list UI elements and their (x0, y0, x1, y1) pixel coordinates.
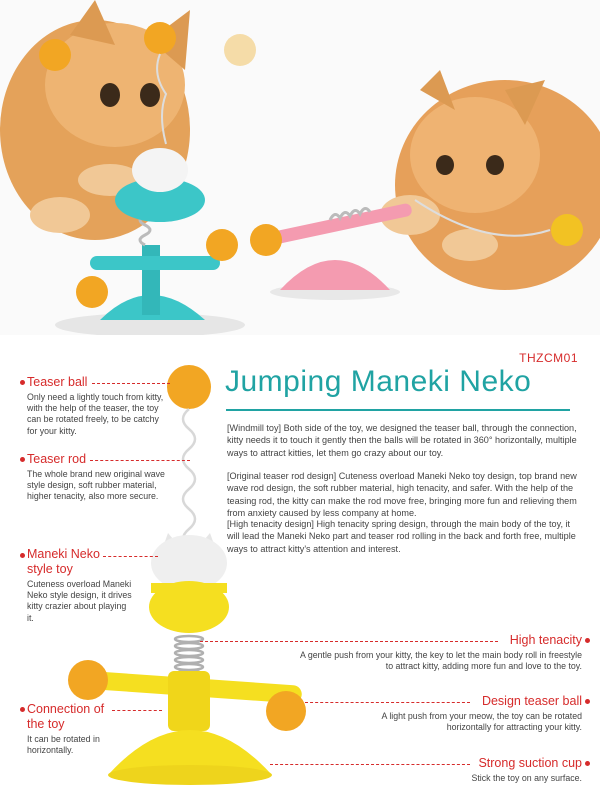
description-windmill: [Windmill toy] Both side of the toy, we designed the teaser ball, through the connection, kitty needs it to touch it gently then the balls will be rotated in 360° horizontally, multiple ways to attract kitties, let them go crazy about our toy. (227, 423, 577, 458)
leader-line (92, 383, 170, 384)
bullet-dot (20, 553, 25, 558)
feature-connection-title: Connection of the toy (27, 702, 105, 731)
feature-teaser-rod-title: Teaser rod (27, 452, 87, 466)
description-teaser-rod: [Original teaser rod design] Cuteness overload Maneki Neko toy design, top brand new wave rod design, the soft rubber material, high tenacity, and safer. With the help of the teasing rod, the kitty can make the rod move free, bringing more fun and relieving them from anxiety caused by less company at home. (227, 471, 577, 519)
bullet-dot (585, 699, 590, 704)
bullet-dot (20, 380, 25, 385)
spring (175, 636, 203, 677)
feature-maneki-neko-title: Maneki Neko style toy (27, 547, 100, 576)
leader-line (90, 460, 190, 461)
feature-teaser-ball-title: Teaser ball (27, 375, 88, 389)
feature-suction-cup-desc: Stick the toy on any surface. (471, 773, 582, 783)
maneki-neko-head (149, 533, 229, 633)
hero-illustration (0, 0, 600, 335)
feature-teaser-rod-desc: The whole brand new original wave style design, soft rubber material, higher tenacity, also more secure. (27, 469, 165, 502)
left-teaser-ball (68, 660, 108, 700)
hero-photo (0, 0, 600, 335)
feature-design-teaser-ball-title: Design teaser ball (481, 694, 582, 708)
leader-line (305, 702, 470, 703)
feature-high-tenacity-title: High tenacity (509, 633, 582, 647)
leader-line (200, 641, 498, 642)
leader-line (112, 710, 162, 711)
bullet-dot (20, 707, 25, 712)
bullet-dot (585, 638, 590, 643)
right-teaser-ball (266, 691, 306, 731)
top-teaser-ball (167, 365, 211, 409)
bullet-dot (20, 457, 25, 462)
feature-suction-cup-title: Strong suction cup (478, 756, 582, 770)
page-title: Jumping Maneki Neko (225, 365, 532, 398)
toy-base (82, 670, 303, 785)
product-code: THZCM01 (519, 351, 578, 365)
leader-line (270, 764, 470, 765)
feature-connection-desc: It can be rotated in horizontally. (27, 734, 100, 756)
description-high-tenacity: [High tenacity design] High tenacity spring design, through the main body of the toy, it will lead the Maneki Neko part and teaser rod rolling in the back and forth free, multiple ways to attract kitty's attention and interest. (227, 519, 576, 554)
feature-high-tenacity-desc: A gentle push from your kitty, the key to let the main body roll in freestyle to attract kitty, adding more fun and love to the toy. (300, 650, 582, 672)
feature-maneki-neko-desc: Cuteness overload Maneki Neko style design, it drives kitty crazier about playing it. (27, 579, 132, 623)
bullet-dot (585, 761, 590, 766)
feature-design-teaser-ball-desc: A light push from your meow, the toy can be rotated horizontally for attracting your kitty. (381, 711, 582, 733)
leader-line (103, 556, 158, 557)
feature-teaser-ball-desc: Only need a lightly touch from kitty, with the help of the teaser, the toy can be rotated freely, to be catchy for your kitty. (27, 392, 164, 436)
kitten-right (380, 70, 600, 290)
